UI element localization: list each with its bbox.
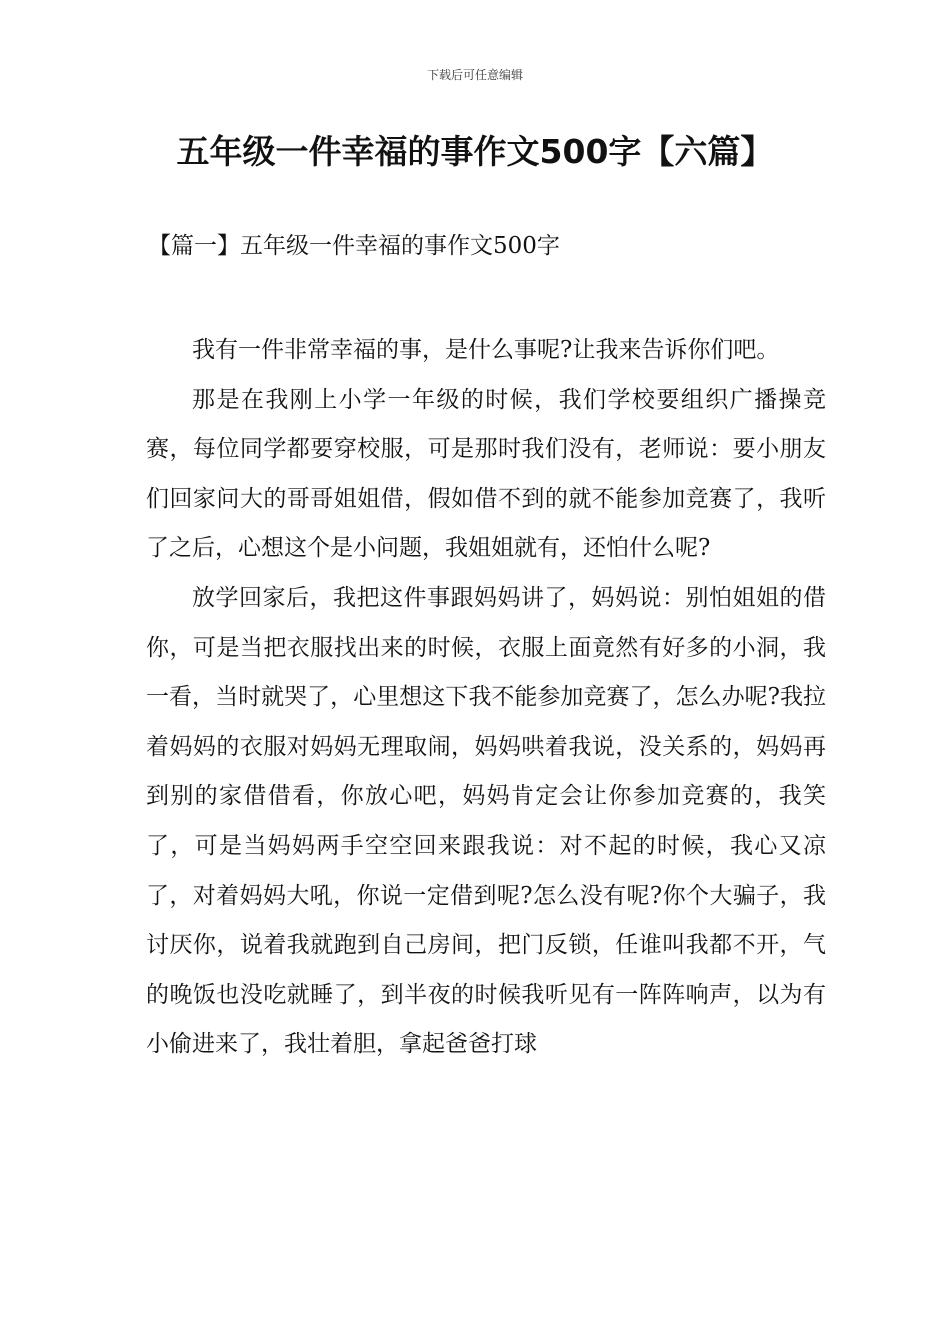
paragraph: 那是在我刚上小学一年级的时候，我们学校要组织广播操竞赛，每位同学都要穿校服，可是那时我们没有，老师说：要小朋友们回家问大的哥哥姐姐借，假如借不到的就不能参加竞赛了，我听了之后，心想这个是小问题，我姐姐就有，还怕什么呢?	[146, 386, 826, 562]
paragraph: 放学回家后，我把这件事跟妈妈讲了，妈妈说：别怕姐姐的借你，可是当把衣服找出来的时候，衣服上面竟然有好多的小洞，我一看，当时就哭了，心里想这下我不能参加竞赛了，怎么办呢?我拉着妈妈的衣服对妈妈无理取闹，妈妈哄着我说，没关系的，妈妈再到别的家借借看，你放心吧，妈妈肯定会让你参加竞赛的，我笑了，可是当妈妈两手空空回来跟我说：对不起的时候，我心又凉了，对着妈妈大吼，你说一定借到呢?怎么没有呢?你个大骗子，我讨厌你，说着我就跑到自己房间，把门反锁，任谁叫我都不开，气的晚饭也没吃就睡了，到半夜的时候我听见有一阵阵响声，以为有小偷进来了，我壮着胆，拿起爸爸打球	[146, 584, 826, 1058]
article-body	[146, 326, 826, 1070]
document-title: 五年级一件幸福的事作文500字【六篇】	[176, 132, 774, 171]
header-note: 下载后可任意编辑	[426, 68, 523, 82]
section-heading: 【篇一】五年级一件幸福的事作文500字	[148, 233, 560, 259]
paragraph: 我有一件非常幸福的事，是什么事呢?让我来告诉你们吧。	[192, 337, 780, 363]
